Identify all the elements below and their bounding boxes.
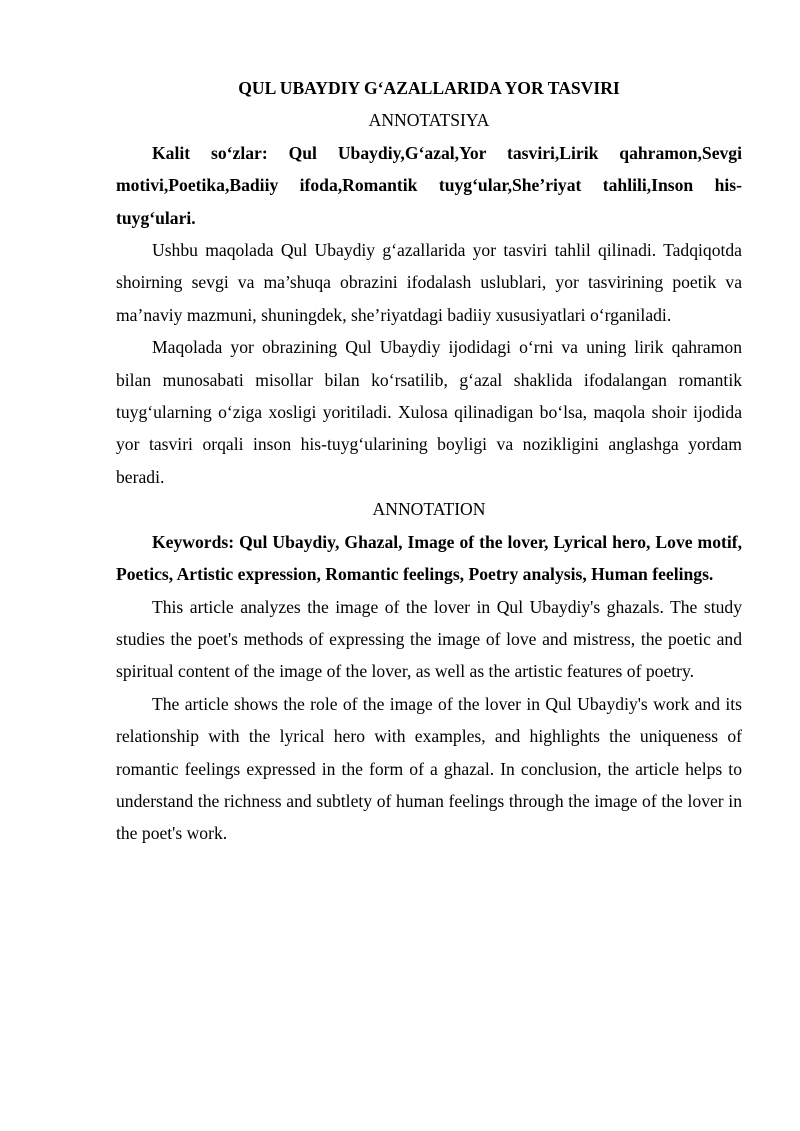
english-annotation-section — [116, 493, 742, 849]
english-paragraph-2: The article shows the role of the image of the lover in Qul Ubaydiy's work and its relationship with the lyrical hero with examples, and highlights the uniqueness of romantic feelings expressed in the form of a ghazal. In conclusion, the article helps to understand the richness and subtlety of human feelings through the image of the lover in the poet's work. — [116, 693, 742, 844]
english-annotation-heading: ANNOTATION — [372, 499, 486, 520]
document-title: QUL UBAYDIY G‘AZALLARIDA YOR TASVIRI — [238, 78, 620, 98]
english-paragraph-1: This article analyzes the image of the lover in Qul Ubaydiy's ghazals. The study studies the poet's methods of expressing the image of love and mistress, the poetic and spiritual content of the image of the lover, as well as the artistic features of poetry. — [116, 596, 742, 682]
uzbek-paragraph-2: Maqolada yor obrazining Qul Ubaydiy ijodidagi o‘rni va uning lirik qahramon bilan munosabati misollar bilan ko‘rsatilib, g‘azal shaklida ifodalangan romantik tuyg‘ularning o‘ziga xosligi yoritiladi. Xulosa qilinadigan bo‘lsa, maqola shoir ijodida yor tasviri orqali inson his-tuyg‘ularining boyligi va nozikligini anglashga yordam beradi. — [116, 337, 742, 487]
english-keywords: Keywords: Qul Ubaydiy, Ghazal, Image of the lover, Lyrical hero, Love motif, Poetics, Artistic expression, Romantic feelings, Poetry analysis, Human feelings. — [116, 531, 742, 585]
uzbek-keywords: Kalit so‘zlar: Qul Ubaydiy,G‘azal,Yor tasviri,Lirik qahramon,Sevgi motivi,Poetika,Badiiy ifoda,Romantik tuyg‘ular,She’riyat tahlili,Inson his-tuyg‘ulari. — [116, 142, 742, 228]
uzbek-paragraph-1: Ushbu maqolada Qul Ubaydiy g‘azallarida yor tasviri tahlil qilinadi. Tadqiqotda shoirning sevgi va ma’shuqa obrazini ifodalash uslublari, yor tasvirining poetik va ma’naviy mazmuni, shuningdek, she’riyatdagi badiiy xususiyatlari o‘rganiladi. — [116, 240, 742, 325]
uzbek-annotation-section — [116, 104, 742, 493]
document-page — [116, 72, 742, 850]
uzbek-annotation-heading: ANNOTATSIYA — [368, 110, 490, 131]
